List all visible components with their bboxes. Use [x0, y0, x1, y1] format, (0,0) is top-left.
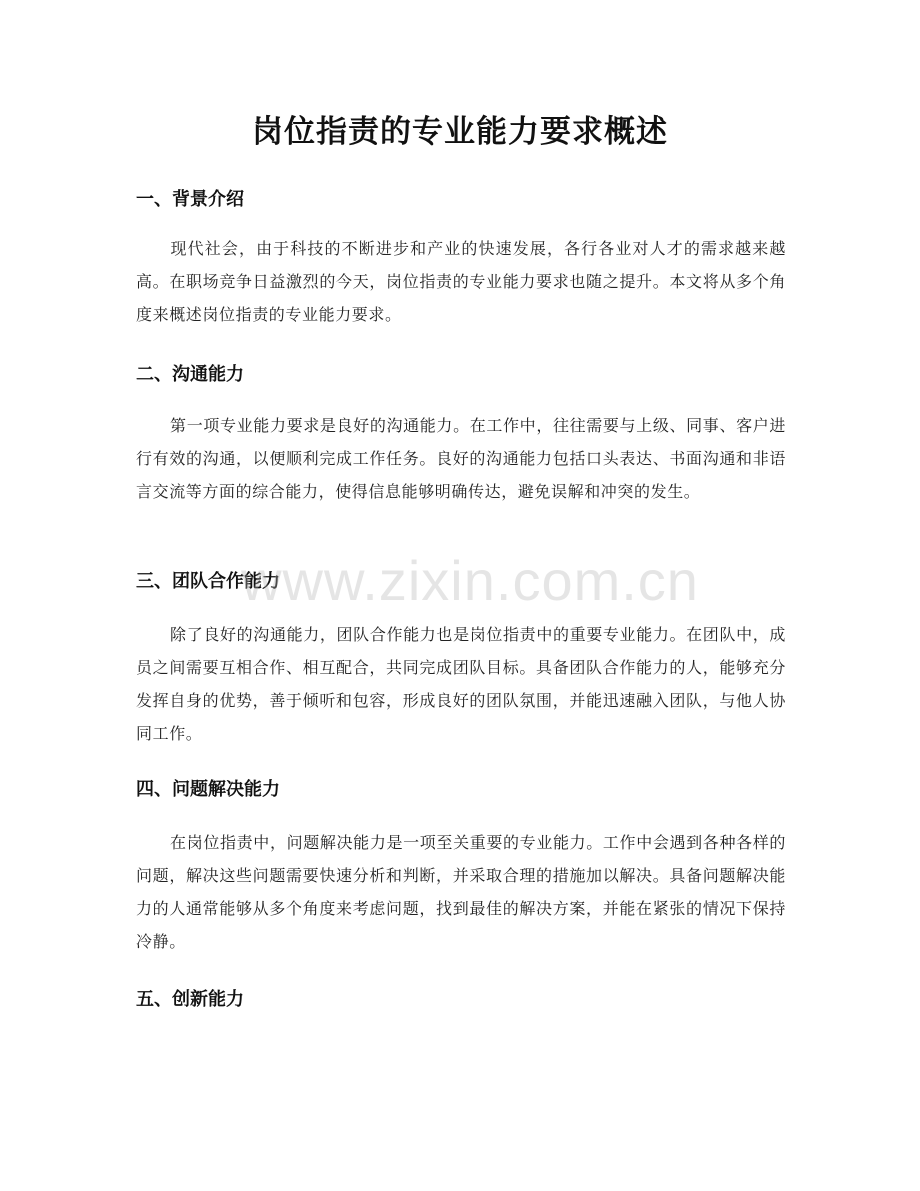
section-heading-communication: 二、沟通能力: [136, 364, 244, 385]
section-body-communication: [136, 409, 786, 508]
section-heading-background: 一、背景介绍: [136, 189, 244, 210]
section-body-text: 第一项专业能力要求是良好的沟通能力。在工作中，往往需要与上级、同事、客户进行有效的沟通，以便顺利完成工作任务。良好的沟通能力包括口头表达、书面沟通和非语言交流等方面的综合能力，使得信息能够明确传达，避免误解和冲突的发生。: [136, 416, 786, 501]
watermark-text: www.zixin.com.cn: [241, 549, 699, 612]
section-heading-problem-solving: 四、问题解决能力: [136, 779, 280, 800]
section-body-problem-solving: [136, 826, 786, 958]
section-heading-innovation: 五、创新能力: [136, 989, 244, 1010]
section-body-text: 除了良好的沟通能力，团队合作能力也是岗位指责中的重要专业能力。在团队中，成员之间需要互相合作、相互配合，共同完成团队目标。具备团队合作能力的人，能够充分发挥自身的优势，善于倾听和包容，形成良好的团队氛围，并能迅速融入团队，与他人协同工作。: [136, 625, 786, 743]
section-body-teamwork: [136, 618, 786, 750]
document-title: 岗位指责的专业能力要求概述: [252, 114, 668, 150]
section-heading-teamwork: 三、团队合作能力: [136, 571, 280, 592]
section-body-background: [136, 232, 786, 331]
section-body-text: 在岗位指责中，问题解决能力是一项至关重要的专业能力。工作中会遇到各种各样的问题，解决这些问题需要快速分析和判断，并采取合理的措施加以解决。具备问题解决能力的人通常能够从多个角度来考虑问题，找到最佳的解决方案，并能在紧张的情况下保持冷静。: [136, 833, 786, 951]
section-body-text: 现代社会，由于科技的不断进步和产业的快速发展，各行各业对人才的需求越来越高。在职场竞争日益激烈的今天，岗位指责的专业能力要求也随之提升。本文将从多个角度来概述岗位指责的专业能力要求。: [136, 239, 786, 324]
